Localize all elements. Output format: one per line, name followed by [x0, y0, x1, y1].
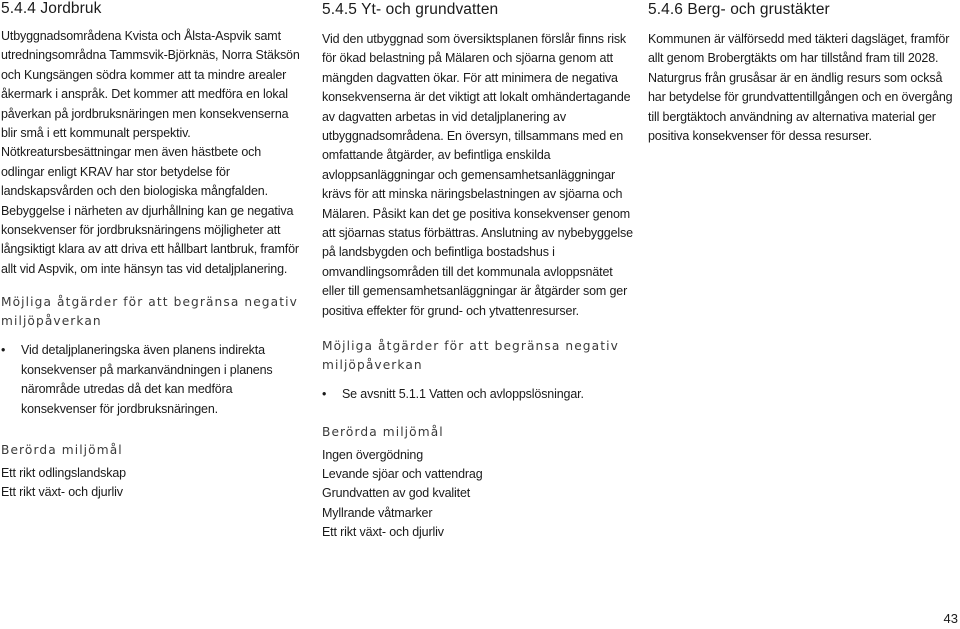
affected-goal: Ingen övergödning: [322, 447, 424, 462]
measures-heading: Möjliga åtgärder för att begränsa negativ miljöpåverkan: [1, 295, 298, 329]
measure-text: Se avsnitt 5.1.1 Vatten och avloppslösningar.: [342, 387, 584, 402]
affected-goals-list: [1, 464, 306, 503]
affected-goals-heading: Berörda miljömål: [1, 442, 123, 457]
affected-goals-list: [322, 446, 634, 543]
affected-goal: Ett rikt växt- och djurliv: [322, 525, 444, 540]
measure-item: [322, 385, 634, 404]
measure-text: Vid detaljplaneringska även planens indirekta konsekvenser på markanvändningen i planens närområde utredas då det kan medföra konsekvenser för jordbruksnäringen.: [21, 343, 273, 416]
measures-list: [322, 385, 634, 404]
section-heading: 5.4.4 Jordbruk: [1, 0, 102, 17]
bullet-icon: •: [322, 387, 327, 402]
affected-goal: Ett rikt växt- och djurliv: [1, 485, 123, 500]
measures-list: [1, 341, 306, 419]
affected-goal: Grundvatten av god kvalitet: [322, 486, 471, 501]
bullet-icon: •: [1, 343, 6, 358]
column-yt-och-grundvatten: [322, 0, 634, 543]
affected-goals-heading: Berörda miljömål: [322, 424, 444, 439]
section-body: Vid den utbyggnad som översiktsplanen förslår finns risk för ökad belastning på Mälaren och sjöarna genom att mängden dagvatten ökar. För att minimera de negativa konsekvenserna är det viktigt att lokalt omhändertagande av dagvatten arbetas in vid detaljplanering av utbyggnadsområdena. En översyn, tillsammans med en omfattande åtgärder, av befintliga enskilda avloppsanläggningar och gemensamhetsanläggningar krävs för att minska näringsbelastningen av sjöarna och Mälaren. Påsikt kan det ge positiva konsekvenser genom att sjöarnas status förbättras. Anslutning av nybebyggelse på landsbygden och befintliga bostadshus i omvandlingsområden till det kommunala avloppsnätet eller till gemensamhetsanläggningar är åtgärder som ger positiva effekter för grund- och ytvattenresurser.: [322, 32, 633, 318]
section-heading: 5.4.5 Yt- och grundvatten: [322, 1, 499, 18]
page-number: 43: [943, 611, 958, 626]
section-body: Kommunen är välförsedd med täkteri dagsläget, framför allt genom Brobergtäkts om har tillstånd fram till 2028. Naturgrus från grusåsar är en ändlig resurs som också har betydelse för grundvattentillgången och en övergång till bergtäktoch användning av alternativa material ger positiva konsekvenser för dessa resurser.: [648, 32, 953, 144]
affected-goal: Ett rikt odlingslandskap: [1, 465, 126, 480]
measure-item: [1, 341, 306, 419]
affected-goal: Myllrande våtmarker: [322, 505, 433, 520]
section-heading: 5.4.6 Berg- och grustäkter: [648, 1, 830, 18]
section-body: Utbyggnadsområdena Kvista och Ålsta-Aspvik samt utredningsområdna Tammsvik-Björknäs, Norra Stäksön och Kungsängen södra kommer att ta mindre arealer åkermark i anspråk. Det kommer att medföra en lokal påverkan på jordbruksnäringen men konsekvenserna blir små i ett kommunalt perspektiv. Nötkreatursbesättningar men även hästbete och odlingar enligt KRAV har stor betydelse för landskapsvården och den biologiska mångfalden. Bebyggelse i närheten av djurhållning kan ge negativa konsekvenser för jordbruksnäringens möjligheter att långsiktigt klara av att driva ett hållbart lantbruk, framför allt vid Aspvik, om inte hänsyn tas vid detaljplanering.: [1, 29, 300, 276]
affected-goal: Levande sjöar och vattendrag: [322, 466, 483, 481]
column-berg-och-grustakter: [648, 0, 958, 146]
measures-heading: Möjliga åtgärder för att begränsa negativ miljöpåverkan: [322, 339, 619, 373]
column-jordbruk: [1, 0, 306, 503]
